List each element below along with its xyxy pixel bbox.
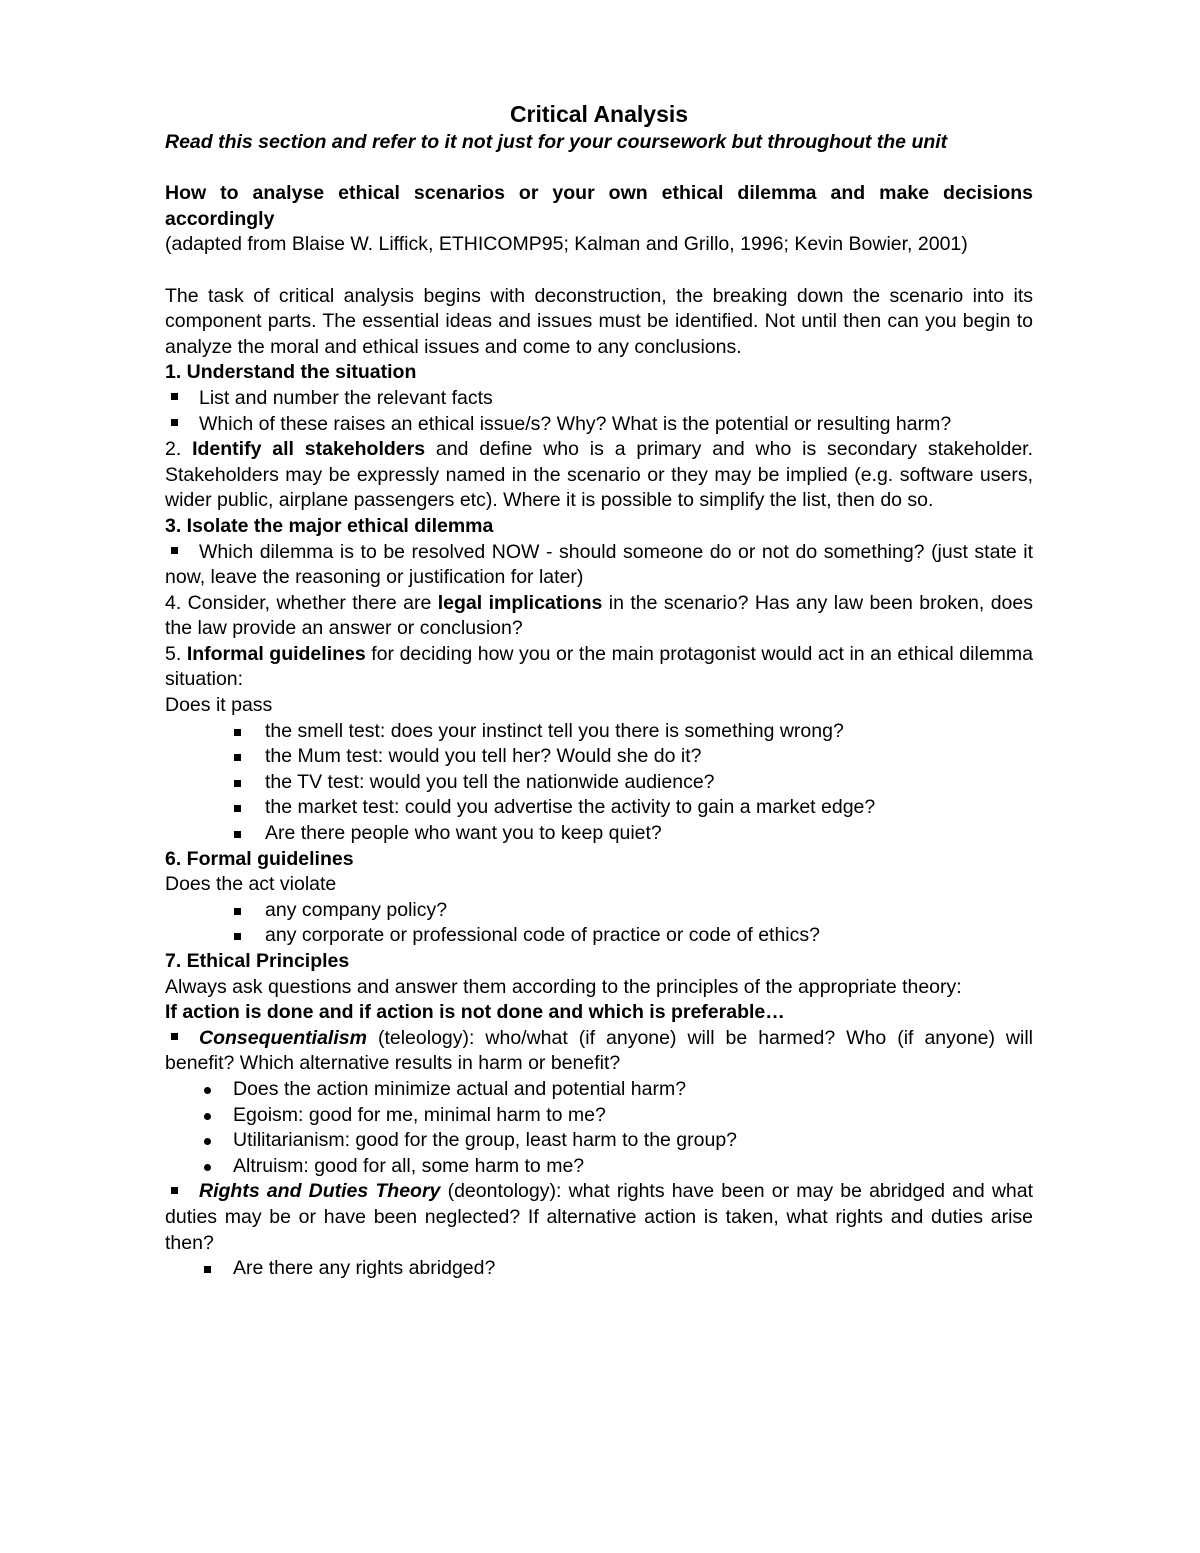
list-item: the smell test: does your instinct tell you there is something wrong?	[165, 719, 1033, 745]
step5-paragraph: 5. Informal guidelines for deciding how you or the main protagonist would act in an ethical dilemma situation:	[165, 642, 1033, 691]
square-bullet-icon	[171, 419, 178, 426]
list-item: List and number the relevant facts	[165, 386, 1033, 412]
list-item: Rights and Duties Theory (deontology): what rights have been or may be abridged and what duties may be or have been neglected? If alternative action is taken, what rights and duties arise then?	[165, 1180, 1034, 1254]
square-bullet-icon	[171, 547, 178, 554]
step3-heading: 3. Isolate the major ethical dilemma	[165, 514, 494, 537]
list-item: Altruism: good for all, some harm to me?	[165, 1154, 1033, 1180]
list-item: the Mum test: would you tell her? Would she do it?	[165, 744, 1033, 770]
square-bullet-icon	[234, 729, 241, 736]
section-heading: How to analyse ethical scenarios or your own ethical dilemma and make decisions accordingly	[165, 182, 1033, 230]
step4-paragraph: 4. Consider, whether there are legal implications in the scenario? Has any law been broken, does the law provide an answer or conclusion?	[165, 591, 1033, 640]
list-item: Which of these raises an ethical issue/s? Why? What is the potential or resulting harm?	[165, 412, 1033, 438]
step2-paragraph: 2. Identify all stakeholders and define who is a primary and who is secondary stakeholder. Stakeholders may be expressly named in the scenario or they may be implied (e.g. software users, wider public, airplane passengers etc). Where it is possible to simplify the list, then do so.	[165, 438, 1033, 512]
list-item: Does the action minimize actual and potential harm?	[165, 1077, 1033, 1103]
step7-bold-line: If action is done and if action is not done and which is preferable…	[165, 1001, 785, 1024]
square-bullet-icon	[171, 1033, 178, 1040]
page-title: Critical Analysis	[509, 101, 689, 127]
square-bullet-icon	[234, 831, 241, 838]
document-body	[165, 98, 1033, 1282]
square-bullet-icon	[204, 1266, 211, 1273]
square-bullet-icon	[234, 908, 241, 915]
square-bullet-icon	[171, 1187, 178, 1194]
round-bullet-icon	[204, 1138, 211, 1145]
step5-lead: Does it pass	[165, 694, 273, 717]
square-bullet-icon	[234, 754, 241, 761]
list-item: the TV test: would you tell the nationwide audience?	[165, 770, 1033, 796]
list-item: Consequentialism (teleology): who/what (if anyone) will be harmed? Who (if anyone) will benefit? Which alternative results in harm or benefit?	[165, 1026, 1033, 1075]
source-citation: (adapted from Blaise W. Liffick, ETHICOMP95; Kalman and Grillo, 1996; Kevin Bowier, 2001)	[165, 233, 968, 256]
intro-paragraph: The task of critical analysis begins with deconstruction, the breaking down the scenario into its component parts. The essential ideas and issues must be identified. Not until then can you begin to analyze the moral and ethical issues and come to any conclusions.	[165, 284, 1033, 358]
step6-lead: Does the act violate	[165, 873, 337, 896]
step6-heading: 6. Formal guidelines	[165, 847, 354, 870]
list-item: Are there any rights abridged?	[165, 1256, 1033, 1282]
square-bullet-icon	[234, 933, 241, 940]
list-item: Egoism: good for me, minimal harm to me?	[165, 1103, 1033, 1129]
list-item: Which dilemma is to be resolved NOW - should someone do or not do something? (just state it now, leave the reasoning or justification for later)	[165, 540, 1033, 589]
round-bullet-icon	[204, 1113, 211, 1120]
list-item: the market test: could you advertise the activity to gain a market edge?	[165, 795, 1033, 821]
square-bullet-icon	[171, 393, 178, 400]
subtitle: Read this section and refer to it not just for your coursework but throughout the unit	[165, 131, 948, 153]
step7-heading: 7. Ethical Principles	[165, 950, 350, 972]
round-bullet-icon	[204, 1164, 211, 1171]
list-item: Utilitarianism: good for the group, least harm to the group?	[165, 1128, 1033, 1154]
list-item: any company policy?	[165, 898, 1033, 924]
step7-lead: Always ask questions and answer them according to the principles of the appropriate theory:	[165, 975, 962, 998]
list-item: Are there people who want you to keep quiet?	[165, 821, 1033, 847]
square-bullet-icon	[234, 805, 241, 812]
list-item: any corporate or professional code of practice or code of ethics?	[165, 923, 1033, 949]
square-bullet-icon	[234, 780, 241, 787]
step1-heading: 1. Understand the situation	[165, 361, 417, 384]
round-bullet-icon	[204, 1087, 211, 1094]
